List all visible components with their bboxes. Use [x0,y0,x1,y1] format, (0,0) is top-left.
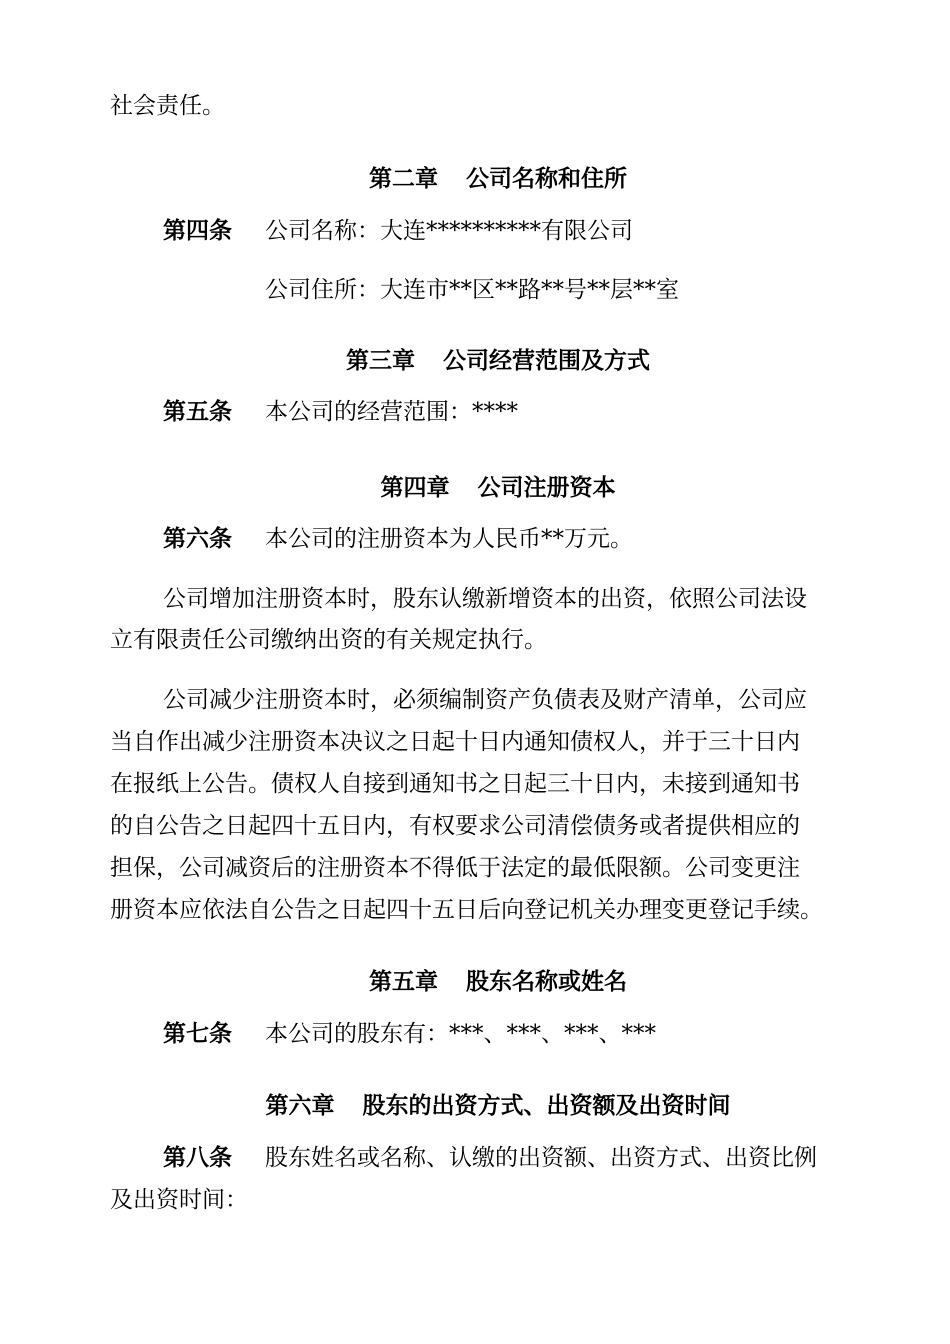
chapter-heading-6 [0,1091,950,1121]
article-text: 本公司的注册资本为人民币**万元。 [265,526,633,552]
chapter-number: 第五章 [369,968,438,995]
paragraph-line: 担保，公司减资后的注册资本不得低于法定的最低限额。公司变更注 [110,855,800,881]
paragraph-line: 的自公告之日起四十五日内，有权要求公司清偿债务或者提供相应的 [110,813,800,839]
chapter-heading-5 [0,967,950,997]
chapter-title: 公司名称和住所 [466,165,627,192]
paragraph-line: 册资本应依法自公告之日起四十五日后向登记机关办理变更登记手续。 [110,897,823,923]
article-text: 本公司的经营范围：**** [265,399,518,425]
paragraph-line: 在报纸上公告。债权人自接到通知书之日起三十日内，未接到通知书 [110,771,800,797]
chapter-title: 股东的出资方式、出资额及出资时间 [362,1092,731,1119]
article-8 [163,1143,817,1173]
article-label: 第八条 [163,1144,232,1171]
article-label: 第七条 [163,1020,232,1047]
article-label: 第四条 [163,217,232,244]
article-7 [163,1019,656,1049]
article-4-address: 公司住所：大连市**区**路**号**层**室 [265,277,679,303]
article-6 [163,524,633,554]
chapter-number: 第三章 [346,347,415,374]
paragraph-line: 及出资时间： [110,1187,248,1213]
article-text: 公司名称：大连**********有限公司 [265,218,633,244]
chapter-heading-3 [0,346,950,376]
chapter-heading-2 [0,164,950,194]
chapter-title: 股东名称或姓名 [466,968,627,995]
paragraph-line: 公司减少注册资本时，必须编制资产负债表及财产清单，公司应 [163,687,807,713]
chapter-number: 第四章 [380,474,450,501]
article-text: 本公司的股东有：***、***、***、*** [265,1021,656,1047]
article-5 [163,397,518,427]
chapter-heading-4 [0,473,950,503]
chapter-number: 第二章 [369,165,438,192]
article-label: 第六条 [163,525,232,552]
chapter-number: 第六章 [265,1092,335,1119]
paragraph-line: 当自作出减少注册资本决议之日起十日内通知债权人，并于三十日内 [110,729,800,755]
article-label: 第五条 [163,398,232,425]
paragraph-line: 立有限责任公司缴纳出资的有关规定执行。 [110,627,547,653]
chapter-title: 公司注册资本 [477,474,616,501]
paragraph-line: 社会责任。 [110,93,225,119]
article-4 [163,216,633,246]
paragraph-line: 公司增加注册资本时，股东认缴新增资本的出资，依照公司法设 [163,586,807,612]
chapter-title: 公司经营范围及方式 [443,347,650,374]
article-text: 股东姓名或名称、认缴的出资额、出资方式、出资比例 [265,1145,817,1171]
